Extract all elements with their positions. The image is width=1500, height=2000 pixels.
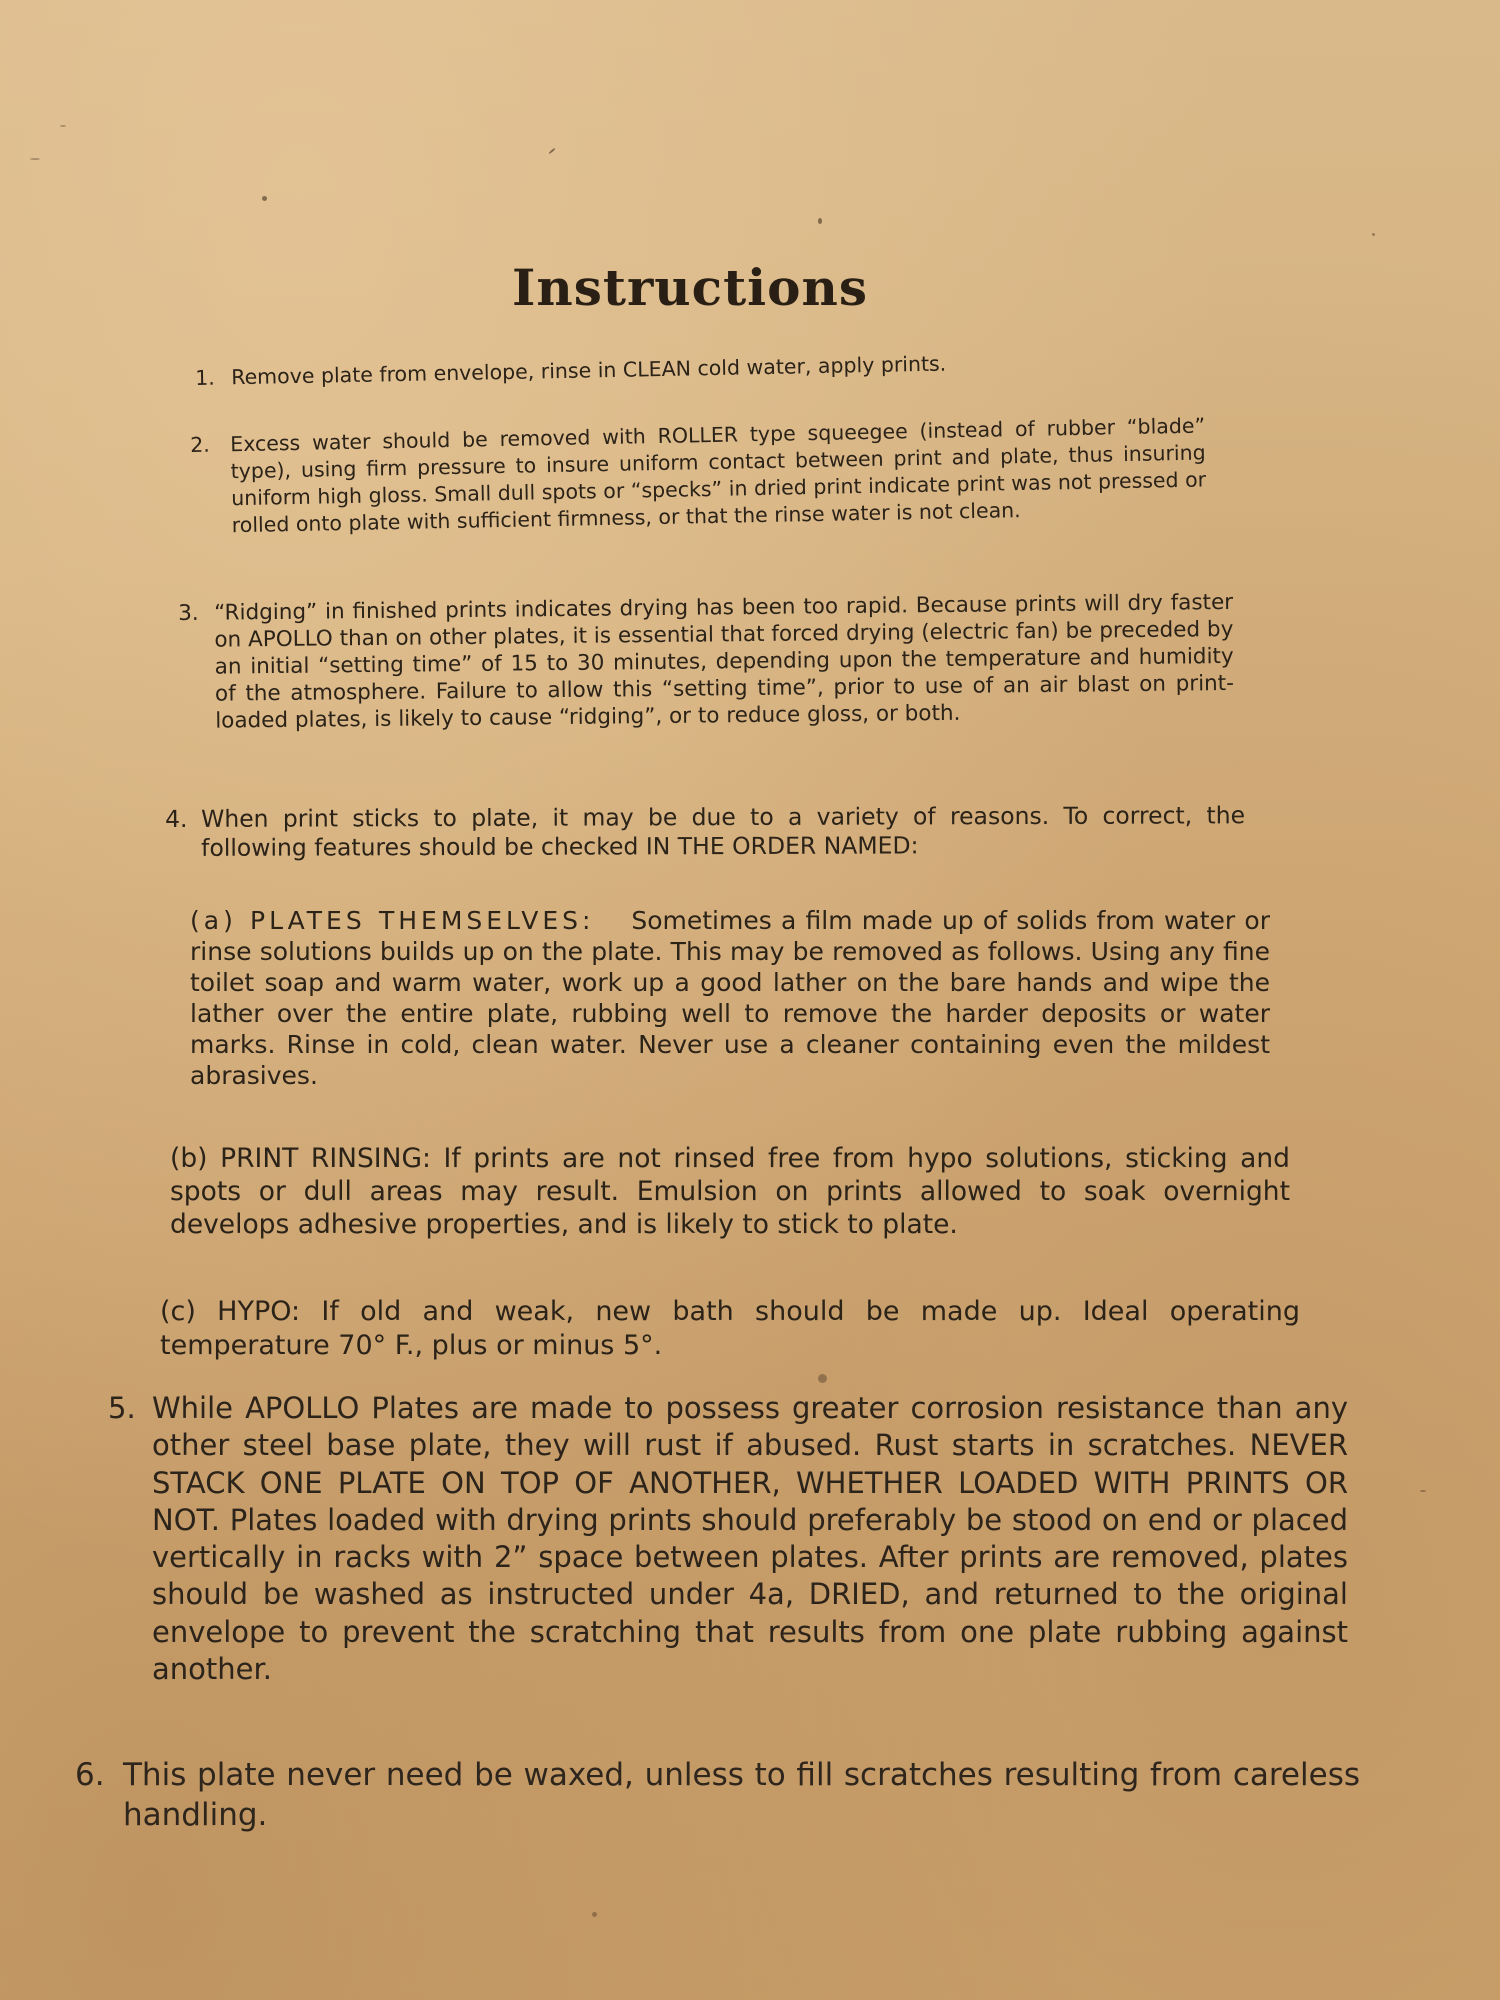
sub-item-label: (a) PLATES THEMSELVES: xyxy=(190,906,595,935)
item-number: 6. xyxy=(75,1757,105,1793)
paper-speck xyxy=(818,1374,827,1383)
sub-item-text: Sometimes a film made up of solids from water or rinse solutions builds up on the plate. This may be removed as follows. Using any fine toilet soap and warm water, work up a good lather on the bare hands and wipe the lather over the entire plate, rubbing well to remove the harder deposits or water marks. Rinse in cold, clean water. Never use a cleaner containing even the mildest abrasives. xyxy=(190,906,1270,1090)
sub-item-b xyxy=(170,1142,1290,1241)
item-text: While APOLLO Plates are made to possess greater corrosion resistance than any other steel base plate, they will rust if abused. Rust starts in scratches. NEVER STACK ONE PLATE ON TOP OF ANOTHER, WHETHER LOADED WITH PRINTS OR NOT. Plates loaded with drying prints should preferably be stood on end or placed vertically in racks with 2” space between plates. After prints are removed, plates should be washed as instructed under 4a, DRIED, and returned to the original envelope to prevent the scratching that results from one plate rubbing against another. xyxy=(152,1391,1348,1687)
item-number: 2. xyxy=(190,432,211,457)
paper-speck xyxy=(592,1912,597,1917)
item-number: 1. xyxy=(195,365,216,390)
item-number: 5. xyxy=(108,1391,136,1425)
instruction-item-2 xyxy=(190,413,1207,540)
item-number: 3. xyxy=(178,600,199,626)
instruction-item-1 xyxy=(195,346,1195,392)
paper-speck xyxy=(60,125,66,127)
paper-speck xyxy=(1372,233,1375,236)
paper-speck xyxy=(1420,1490,1426,1492)
item-text: “Ridging” in finished prints indicates drying has been too rapid. Because prints will dry faster on APOLLO than on other plates, it is essential that forced drying (electric fan) be preceded by an initial “setting time” of 15 to 30 minutes, depending upon the temperature and humidity of the atmosphere. Failure to allow this “setting time”, prior to use of an air blast on print-loaded plates, is likely to cause “ridging”, or to reduce gloss, or both. xyxy=(214,589,1235,734)
paper-speck xyxy=(262,196,267,201)
item-text: When print sticks to plate, it may be due to a variety of reasons. To correct, the following features should be checked IN THE ORDER NAMED: xyxy=(200,801,1246,862)
instruction-item-5 xyxy=(108,1390,1348,1688)
item-text: Excess water should be removed with ROLLER type squeegee (instead of rubber “blade” type), using firm pressure to insure uniform contact between print and plate, thus insuring uniform high gloss. Small dull spots or “specks” in dried print indicate print was not pressed or rolled onto plate with sufficient firmness, or that the rinse water is not clean. xyxy=(230,413,1207,538)
sub-item-text: If prints are not rinsed free from hypo solutions, sticking and spots or dull areas may result. Emulsion on prints allowed to soak overnight develops adhesive properties, and is likely to stick to plate. xyxy=(170,1143,1290,1240)
instruction-item-3 xyxy=(178,589,1234,735)
item-text: This plate never need be waxed, unless to fill scratches resulting from careless handling. xyxy=(123,1757,1360,1833)
paper-speck xyxy=(548,148,555,155)
item-number: 4. xyxy=(165,804,188,833)
sub-item-a xyxy=(190,905,1270,1091)
instruction-item-4 xyxy=(165,801,1245,863)
sub-item-label: (b) PRINT RINSING: xyxy=(170,1143,431,1174)
page-title: Instructions xyxy=(511,258,869,317)
sub-item-label: (c) HYPO: xyxy=(160,1296,301,1327)
item-text: Remove plate from envelope, rinse in CLEAN cold water, apply prints. xyxy=(231,351,947,390)
sub-item-c xyxy=(160,1295,1300,1363)
paper-speck xyxy=(30,158,40,160)
sub-item-text: If old and weak, new bath should be made up. Ideal operating temperature 70° F., plus or minus 5°. xyxy=(160,1296,1300,1361)
instruction-item-6 xyxy=(75,1755,1360,1835)
paper-speck xyxy=(818,218,822,224)
